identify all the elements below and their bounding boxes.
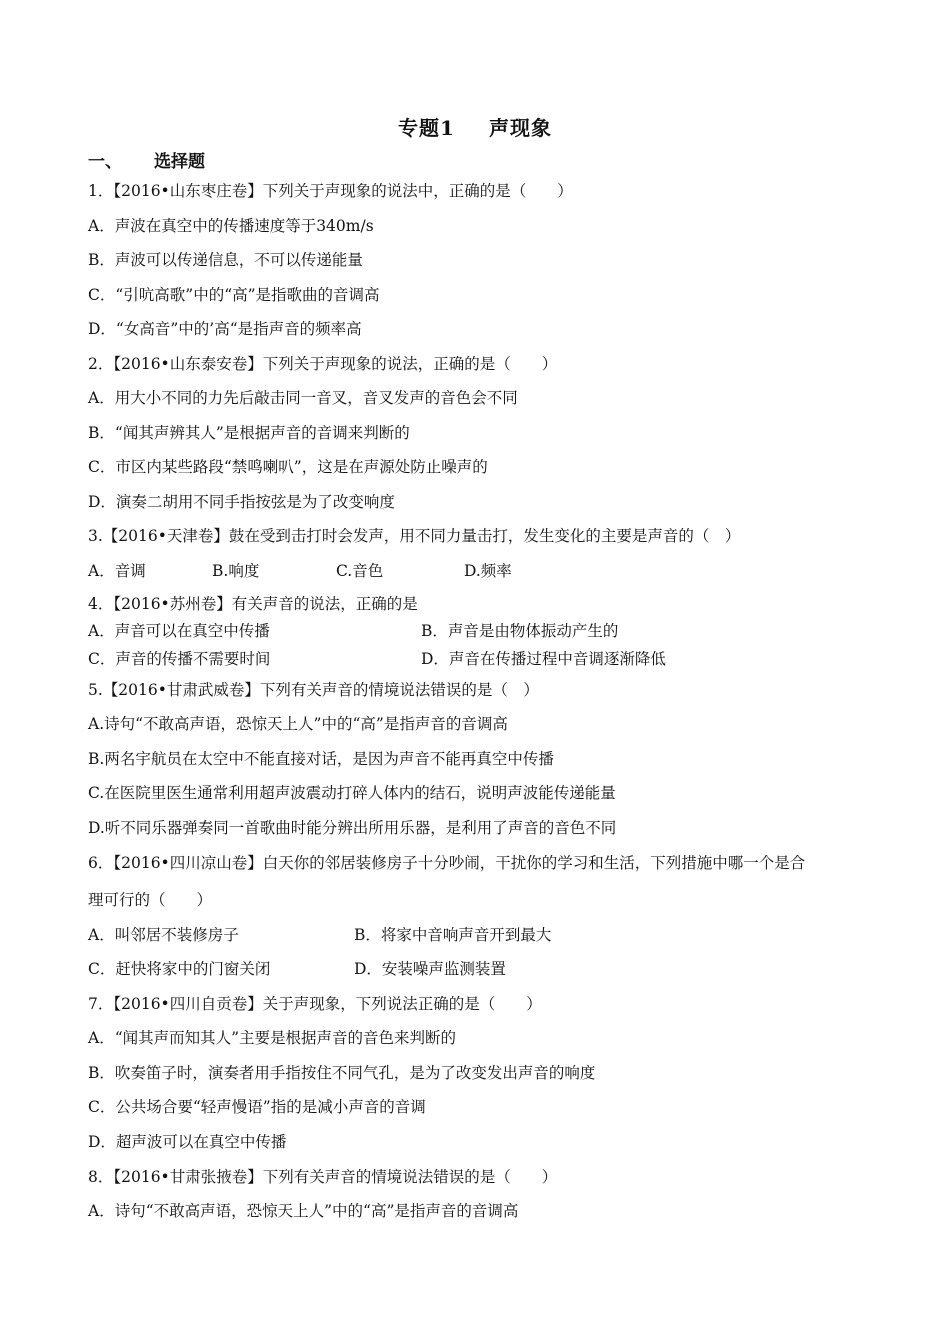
question-7-option-c: C．公共场合要“轻声慢语”指的是减小声音的音调 [88,1098,426,1116]
section-number: 一、 [88,152,122,172]
question-8-stem: 8．【2016•甘肃张掖卷】下列有关声音的情境说法错误的是（ ） [88,1168,558,1186]
question-6-option-c: C．赶快将家中的门窗关闭 [88,960,271,978]
question-7-option-b: B．吹奏笛子时，演奏者用手指按住不同气孔，是为了改变发出声音的响度 [88,1064,596,1082]
question-3-option-a: A．音调 [88,562,146,580]
question-3-stem: 3.【2016•天津卷】鼓在受到击打时会发声，用不同力量击打，发生变化的主要是声音的（ ） [88,527,741,545]
question-1-stem: 1．【2016•山东枣庄卷】下列关于声现象的说法中，正确的是（ ） [88,182,573,200]
question-6-option-a: A．叫邻居不装修房子 [88,926,239,944]
question-2-option-c: C．市区内某些路段“禁鸣喇叭”，这是在声源处防止噪声的 [88,458,488,476]
question-5-option-b: B.两名宇航员在太空中不能直接对话，是因为声音不能再真空中传播 [88,750,554,768]
question-4-stem: 4．【2016•苏州卷】有关声音的说法，正确的是 [88,595,418,613]
question-7-option-d: D．超声波可以在真空中传播 [88,1133,287,1151]
question-1-option-a: A．声波在真空中的传播速度等于340m/s [88,217,374,235]
question-4-option-b: B．声音是由物体振动产生的 [421,622,619,640]
question-3-options [88,559,512,581]
question-4-option-a: A．声音可以在真空中传播 [88,622,270,640]
question-3-option-c: C.音色 [336,562,384,580]
question-5-option-a: A.诗句“不敢高声语，恐惊天上人”中的“高”是指声音的音调高 [88,715,508,733]
question-2-stem: 2．【2016•山东泰安卷】下列关于声现象的说法，正确的是（ ） [88,355,558,373]
question-1-option-b: B．声波可以传递信息，不可以传递能量 [88,251,363,269]
section-heading [88,147,205,172]
question-5-option-c: C.在医院里医生通常利用超声波震动打碎人体内的结石，说明声波能传递能量 [88,784,616,802]
question-2-option-a: A．用大小不同的力先后敲击同一音叉，音叉发声的音色会不同 [88,389,518,407]
question-8-option-a: A．诗句“不敢高声语，恐惊天上人”中的“高”是指声音的音调高 [88,1202,519,1220]
title-topic-number: 专题1 [398,116,455,140]
question-2-option-b: B．“闻其声辨其人”是根据声音的音调来判断的 [88,424,410,442]
question-6-option-d: D．安装噪声监测装置 [354,960,506,978]
question-6-stem-continued: 理可行的（ ） [88,891,213,909]
section-label: 选择题 [154,152,205,172]
title-topic-name: 声现象 [488,116,552,140]
question-5-option-d: D.听不同乐器弹奏同一首歌曲时能分辨出所用乐器，是利用了声音的音色不同 [88,819,617,837]
page-title [0,112,950,141]
question-1-option-d: D．“女高音”中的’高“是指声音的频率高 [88,320,362,338]
question-6-option-b: B．将家中音响声音开到最大 [354,926,552,944]
question-6-stem: 6．【2016•四川凉山卷】白天你的邻居装修房子十分吵闹，干扰你的学习和生活，下列措施中哪一个是合 [88,854,806,872]
question-2-option-d: D．演奏二胡用不同手指按弦是为了改变响度 [88,493,395,511]
question-1-option-c: C．“引吭高歌”中的“高”是指歌曲的音调高 [88,286,380,304]
question-3-option-b: B.响度 [212,562,260,580]
question-5-stem: 5.【2016•甘肃武威卷】下列有关声音的情境说法错误的是（ ） [88,681,539,699]
question-3-option-d: D.频率 [464,562,512,580]
question-7-option-a: A．“闻其声而知其人”主要是根据声音的音色来判断的 [88,1029,457,1047]
question-4-option-c: C．声音的传播不需要时间 [88,650,271,668]
question-7-stem: 7．【2016•四川自贡卷】关于声现象，下列说法正确的是（ ） [88,995,542,1013]
question-4-option-d: D．声音在传播过程中音调逐渐降低 [421,650,666,668]
